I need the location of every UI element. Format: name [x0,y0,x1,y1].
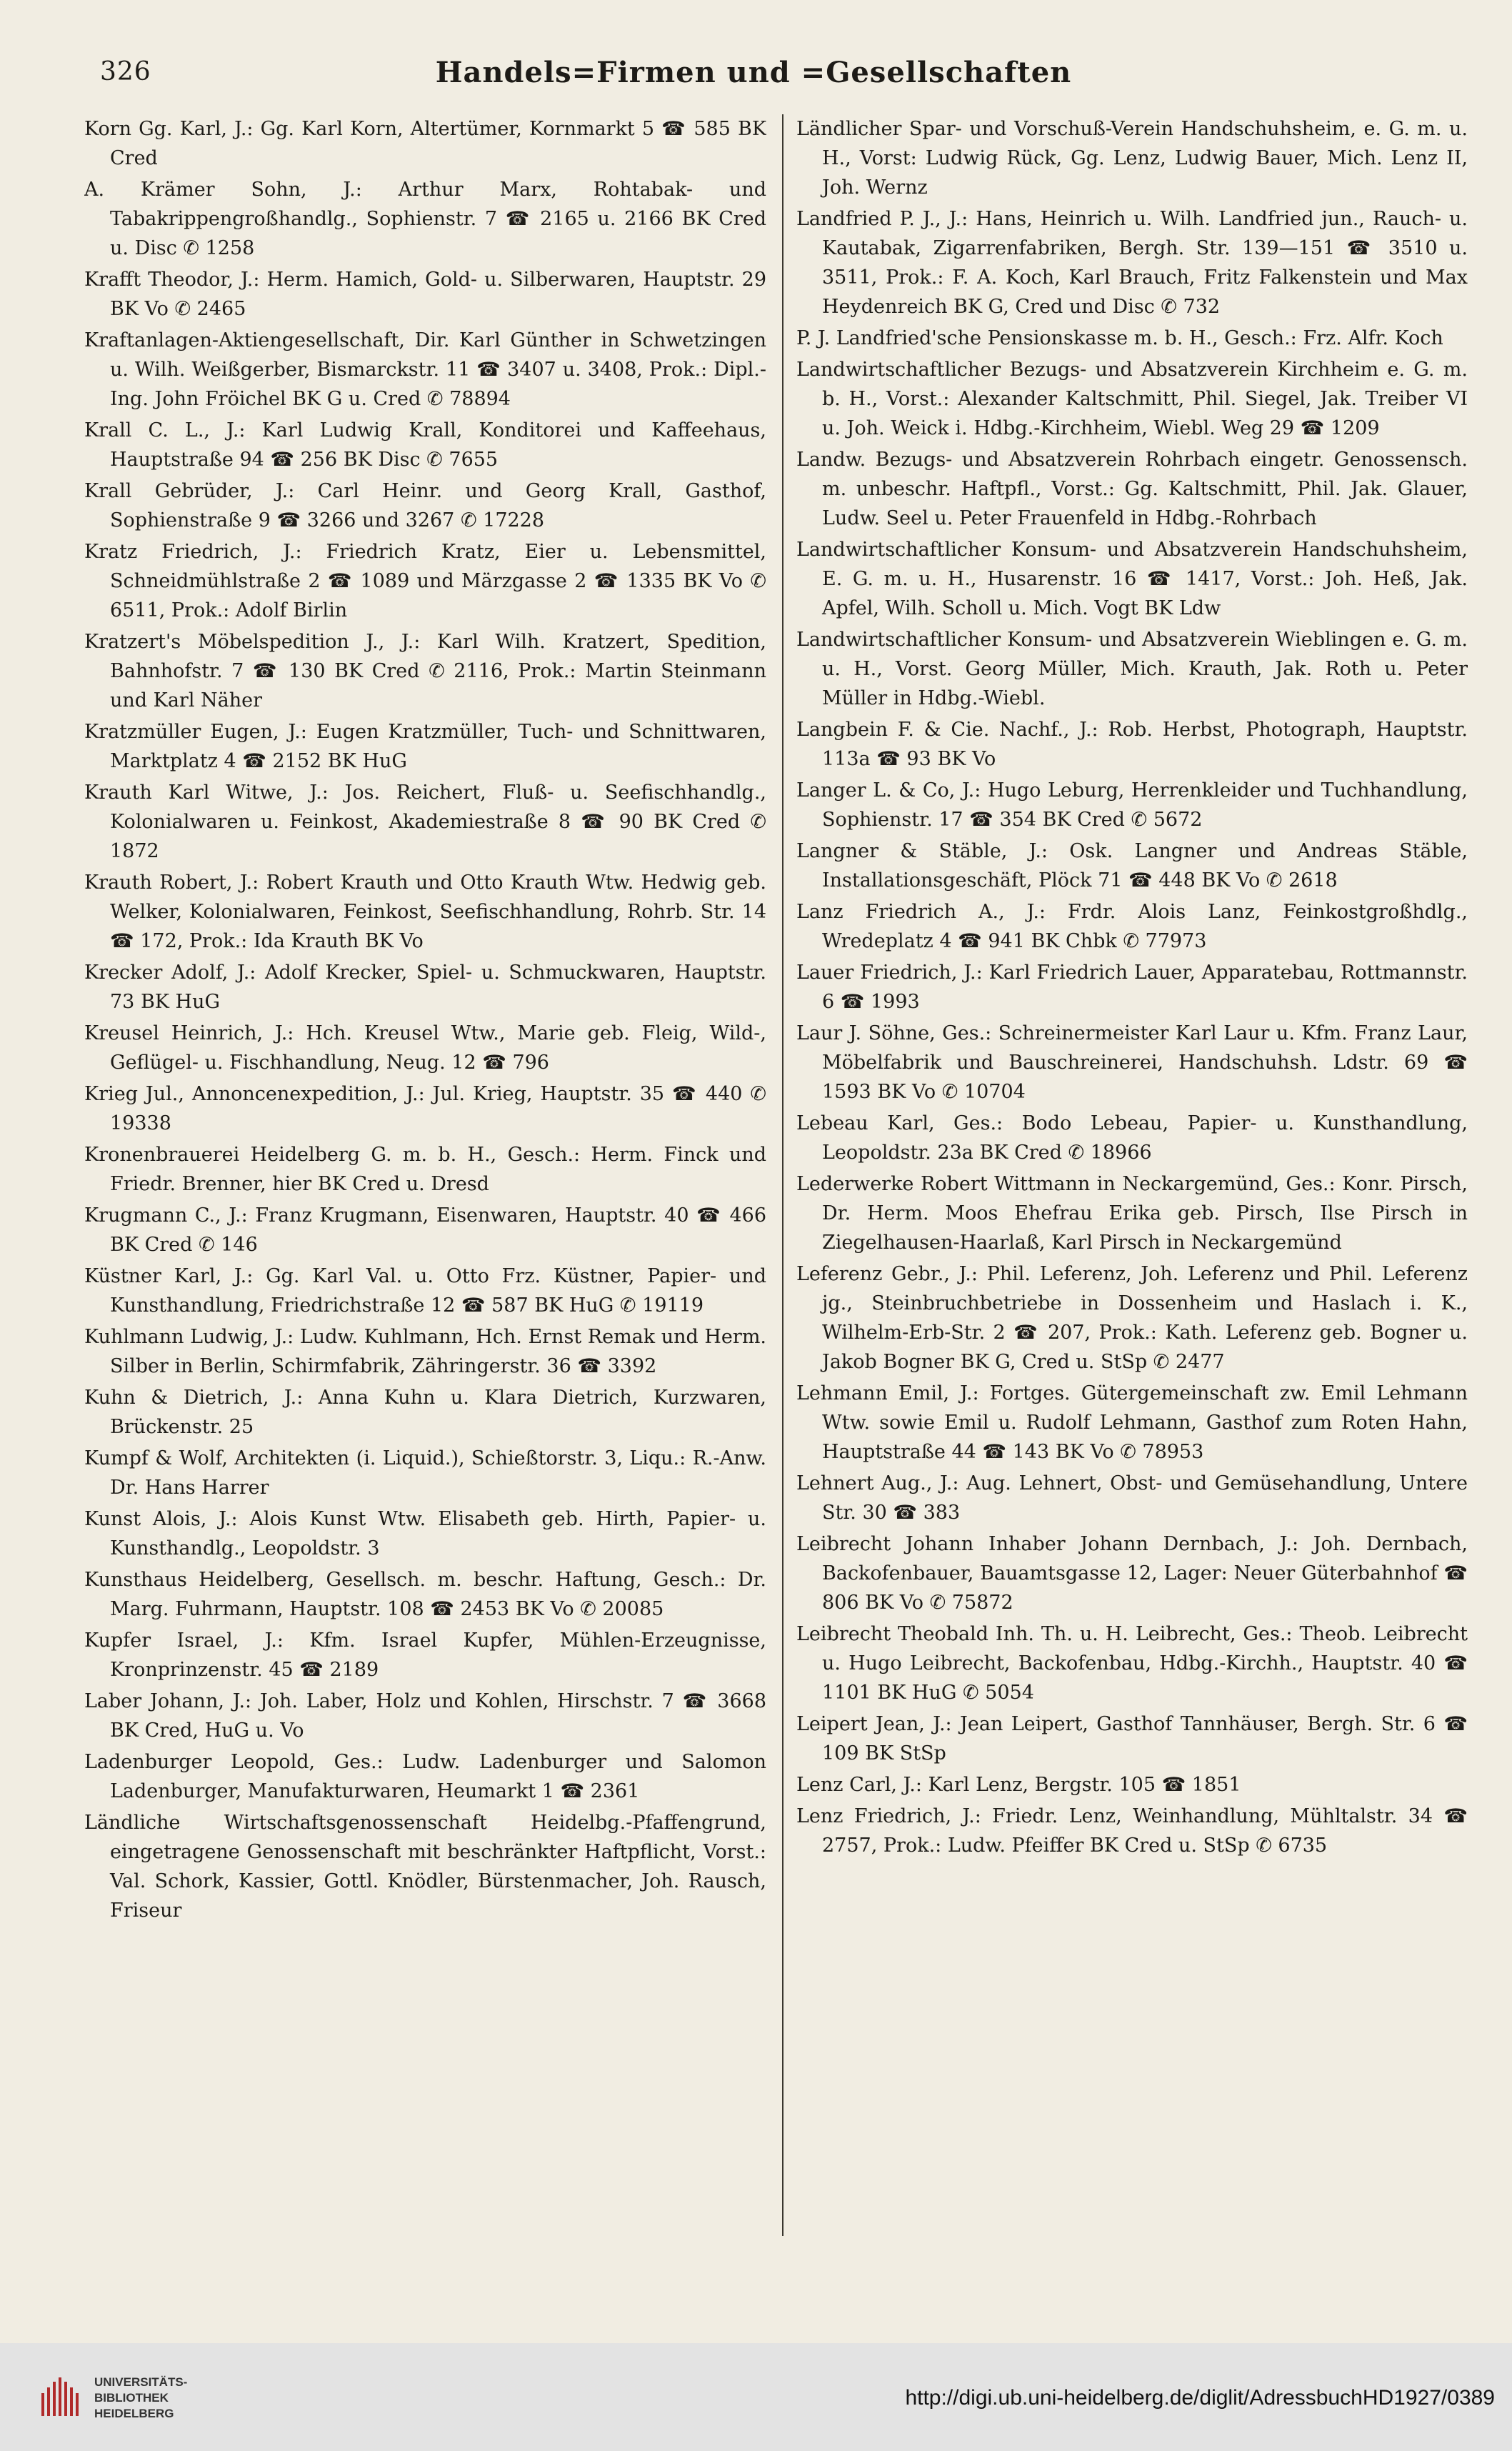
directory-entry: Lenz Carl, J.: Karl Lenz, Bergstr. 105 ☎ 1851 [796,1774,1241,1796]
directory-entry: Krall Gebrüder, J.: Carl Heinr. und Georg Krall, Gasthof, Sophienstraße 9 ☎ 3266 und 3267 ✆ 17228 [84,480,766,531]
directory-entry: Kuhn & Dietrich, J.: Anna Kuhn u. Klara Dietrich, Kurzwaren, Brückenstr. 25 [84,1387,766,1438]
viewer-footer [0,2343,1512,2451]
directory-entry: Krall C. L., J.: Karl Ludwig Krall, Konditorei und Kaffeehaus, Hauptstraße 94 ☎ 256 BK Disc ✆ 7655 [84,419,766,471]
page-number: 326 [100,57,151,86]
right-column [796,114,1468,2243]
directory-entry: Laber Johann, J.: Joh. Laber, Holz und Kohlen, Hirschstr. 7 ☎ 3668 BK Cred, HuG u. Vo [84,1690,766,1742]
directory-entry: Langbein F. & Cie. Nachf., J.: Rob. Herbst, Photograph, Hauptstr. 113a ☎ 93 BK Vo [796,719,1468,770]
directory-entry: Krieg Jul., Annoncenexpedition, J.: Jul. Krieg, Hauptstr. 35 ☎ 440 ✆ 19338 [84,1083,766,1134]
directory-entry: Küstner Karl, J.: Gg. Karl Val. u. Otto Frz. Küstner, Papier- und Kunsthandlung, Friedrichstraße 12 ☎ 587 BK HuG ✆ 19119 [84,1265,766,1317]
directory-entry: Lanz Friedrich A., J.: Frdr. Alois Lanz, Feinkostgroßhdlg., Wredeplatz 4 ☎ 941 BK Chbk ✆ 77973 [796,901,1468,952]
directory-entry: Leferenz Gebr., J.: Phil. Leferenz, Joh. Leferenz und Phil. Leferenz jg., Steinbruchbetriebe in Dossenheim und Haslach i. K., Wilhelm-Erb-Str. 2 ☎ 207, Prok.: Kath. Leferenz geb. Bogner u. Jakob Bogner BK G, Cred u. StSp ✆ 2477 [796,1263,1468,1373]
directory-entry: Lehmann Emil, J.: Fortges. Gütergemeinschaft zw. Emil Lehmann Wtw. sowie Emil u. Rudolf Lehmann, Gasthof zum Roten Hahn, Hauptstraße 44 ☎ 143 BK Vo ✆ 78953 [796,1382,1468,1463]
directory-entry: Lederwerke Robert Wittmann in Neckargemünd, Ges.: Konr. Pirsch, Dr. Herm. Moos Ehefrau Erika geb. Pirsch, Ilse Pirsch in Ziegelhausen-Haarlaß, Karl Pirsch in Neckargemünd [796,1173,1468,1254]
directory-entry: Krafft Theodor, J.: Herm. Hamich, Gold- u. Silberwaren, Hauptstr. 29 BK Vo ✆ 2465 [84,269,766,320]
directory-entry: Kraftanlagen-Aktiengesellschaft, Dir. Karl Günther in Schwetzingen u. Wilh. Weißgerber, Bismarckstr. 11 ☎ 3407 u. 3408, Prok.: Dipl.-Ing. John Fröichel BK G u. Cred ✆ 78894 [84,329,766,410]
directory-entry: Kreusel Heinrich, J.: Hch. Kreusel Wtw., Marie geb. Fleig, Wild-, Geflügel- u. Fischhandlung, Neug. 12 ☎ 796 [84,1022,766,1074]
left-column [84,114,766,2243]
directory-entry: Kratz Friedrich, J.: Friedrich Kratz, Eier u. Lebensmittel, Schneidmühlstraße 2 ☎ 1089 und Märzgasse 2 ☎ 1335 BK Vo ✆ 6511, Prok.: Adolf Birlin [84,541,766,622]
directory-entry: Krecker Adolf, J.: Adolf Krecker, Spiel- u. Schmuckwaren, Hauptstr. 73 BK HuG [84,962,766,1013]
page-header [100,50,1407,100]
directory-entry: Landwirtschaftlicher Bezugs- und Absatzverein Kirchheim e. G. m. b. H., Vorst.: Alexander Kaltschmitt, Phil. Siegel, Jak. Treiber VI u. Joh. Weick i. Hdbg.-Kirchheim, Wiebl. Weg 29 ☎ 1209 [796,359,1468,439]
directory-entry: Landwirtschaftlicher Konsum- und Absatzverein Handschuhsheim, E. G. m. u. H., Husarenstr. 16 ☎ 1417, Vorst.: Joh. Heß, Jak. Apfel, Wilh. Scholl u. Mich. Vogt BK Ldw [796,539,1468,619]
directory-entry: Langner & Stäble, J.: Osk. Langner und Andreas Stäble, Installationsgeschäft, Plöck 71 ☎ 448 BK Vo ✆ 2618 [796,840,1468,892]
directory-entry: Ladenburger Leopold, Ges.: Ludw. Ladenburger und Salomon Ladenburger, Manufakturwaren, Heumarkt 1 ☎ 2361 [84,1751,766,1802]
directory-entry: Landfried P. J., J.: Hans, Heinrich u. Wilh. Landfried jun., Rauch- u. Kautabak, Zigarrenfabriken, Bergh. Str. 139—151 ☎ 3510 u. 3511, Prok.: F. A. Koch, Karl Brauch, Fritz Falkenstein und Max Heydenreich BK G, Cred und Disc ✆ 732 [796,208,1468,318]
directory-entry: Krugmann C., J.: Franz Krugmann, Eisenwaren, Hauptstr. 40 ☎ 466 BK Cred ✆ 146 [84,1204,766,1256]
permalink-url[interactable]: http://digi.ub.uni-heidelberg.de/diglit/AdressbuchHD1927/0389 [905,2386,1495,2410]
directory-entry: Leipert Jean, J.: Jean Leipert, Gasthof Tannhäuser, Bergh. Str. 6 ☎ 109 BK StSp [796,1713,1468,1764]
directory-entry: Landw. Bezugs- und Absatzverein Rohrbach eingetr. Genossensch. m. unbeschr. Haftpfl., Vorst.: Gg. Kaltschmitt, Phil. Jak. Glauer, Ludw. Seel u. Peter Frauenfeld in Hdbg.-Rohrbach [796,449,1468,529]
directory-entry: Lehnert Aug., J.: Aug. Lehnert, Obst- und Gemüsehandlung, Untere Str. 30 ☎ 383 [796,1472,1468,1524]
directory-entry: Kunst Alois, J.: Alois Kunst Wtw. Elisabeth geb. Hirth, Papier- u. Kunsthandlg., Leopoldstr. 3 [84,1508,766,1559]
directory-entry: Ländliche Wirtschaftsgenossenschaft Heidelbg.-Pfaffengrund, eingetragene Genossenschaft mit beschränkter Haftpflicht, Vorst.: Val. Schork, Kassier, Gottl. Knödler, Bürstenmacher, Joh. Rausch, Friseur [84,1812,766,1922]
directory-entry: Kronenbrauerei Heidelberg G. m. b. H., Gesch.: Herm. Finck und Friedr. Brenner, hier BK Cred u. Dresd [84,1144,766,1195]
directory-entry: Leibrecht Theobald Inh. Th. u. H. Leibrecht, Ges.: Theob. Leibrecht u. Hugo Leibrecht, Backofenbau, Hdbg.-Kirchh., Hauptstr. 40 ☎ 1101 BK HuG ✆ 5054 [796,1623,1468,1704]
directory-entry: Lebeau Karl, Ges.: Bodo Lebeau, Papier- u. Kunsthandlung, Leopoldstr. 23a BK Cred ✆ 18966 [796,1112,1468,1164]
directory-entry: A. Krämer Sohn, J.: Arthur Marx, Rohtabak- und Tabakrippengroßhandlg., Sophienstr. 7 ☎ 2165 u. 2166 BK Cred u. Disc ✆ 1258 [84,179,766,259]
directory-entry: Langer L. & Co, J.: Hugo Leburg, Herrenkleider und Tuchhandlung, Sophienstr. 17 ☎ 354 BK Cred ✆ 5672 [796,779,1468,831]
directory-entry: Leibrecht Johann Inhaber Johann Dernbach, J.: Joh. Dernbach, Backofenbauer, Bauamtsgasse 12, Lager: Neuer Güterbahnhof ☎ 806 BK Vo ✆ 75872 [796,1533,1468,1614]
directory-entry: Kratzmüller Eugen, J.: Eugen Kratzmüller, Tuch- und Schnittwaren, Marktplatz 4 ☎ 2152 BK HuG [84,721,766,772]
directory-entry: Kupfer Israel, J.: Kfm. Israel Kupfer, Mühlen-Erzeugnisse, Kronprinzenstr. 45 ☎ 2189 [84,1629,766,1681]
directory-entry: Laur J. Söhne, Ges.: Schreinermeister Karl Laur u. Kfm. Franz Laur, Möbelfabrik und Bauschreinerei, Handschuhsh. Ldstr. 69 ☎ 1593 BK Vo ✆ 10704 [796,1022,1468,1103]
directory-entry: Landwirtschaftlicher Konsum- und Absatzverein Wieblingen e. G. m. u. H., Vorst. Georg Müller, Mich. Krauth, Jak. Roth u. Peter Müller in Hdbg.-Wiebl. [796,629,1468,709]
directory-entry: Kunsthaus Heidelberg, Gesellsch. m. beschr. Haftung, Gesch.: Dr. Marg. Fuhrmann, Hauptstr. 108 ☎ 2453 BK Vo ✆ 20085 [84,1569,766,1620]
directory-entry: Kratzert's Möbelspedition J., J.: Karl Wilh. Kratzert, Spedition, Bahnhofstr. 7 ☎ 130 BK Cred ✆ 2116, Prok.: Martin Steinmann und Karl Näher [84,631,766,712]
directory-entry: Lauer Friedrich, J.: Karl Friedrich Lauer, Apparatebau, Rottmannstr. 6 ☎ 1993 [796,962,1468,1013]
directory-entry: Kuhlmann Ludwig, J.: Ludw. Kuhlmann, Hch. Ernst Remak und Herm. Silber in Berlin, Schirmfabrik, Zähringerstr. 36 ☎ 3392 [84,1326,766,1377]
directory-entry: Krauth Robert, J.: Robert Krauth und Otto Krauth Wtw. Hedwig geb. Welker, Kolonialwaren, Feinkost, Seefischhandlung, Rohrb. Str. 14 ☎ 172, Prok.: Ida Krauth BK Vo [84,872,766,952]
directory-entry: Ländlicher Spar- und Vorschuß-Verein Handschuhsheim, e. G. m. u. H., Vorst: Ludwig Rück, Gg. Lenz, Ludwig Bauer, Mich. Lenz II, Joh. Wernz [796,118,1468,199]
column-divider [782,114,783,2236]
directory-entry: Krauth Karl Witwe, J.: Jos. Reichert, Fluß- u. Seefischhandlg., Kolonialwaren u. Feinkost, Akademiestraße 8 ☎ 90 BK Cred ✆ 1872 [84,782,766,862]
directory-entry: Kumpf & Wolf, Architekten (i. Liquid.), Schießtorstr. 3, Liqu.: R.-Anw. Dr. Hans Harrer [84,1447,766,1499]
running-head: Handels=Firmen und =Gesellschaften [435,56,1072,89]
university-library-logo-icon [36,2373,86,2423]
directory-entry: Korn Gg. Karl, J.: Gg. Karl Korn, Altertümer, Kornmarkt 5 ☎ 585 BK Cred [84,118,766,169]
directory-entry: P. J. Landfried'sche Pensionskasse m. b. H., Gesch.: Frz. Alfr. Koch [796,327,1443,349]
directory-entry: Lenz Friedrich, J.: Friedr. Lenz, Weinhandlung, Mühltalstr. 34 ☎ 2757, Prok.: Ludw. Pfeiffer BK Cred u. StSp ✆ 6735 [796,1805,1468,1857]
library-name: UNIVERSITÄTS- BIBLIOTHEK HEIDELBERG [94,2375,188,2420]
